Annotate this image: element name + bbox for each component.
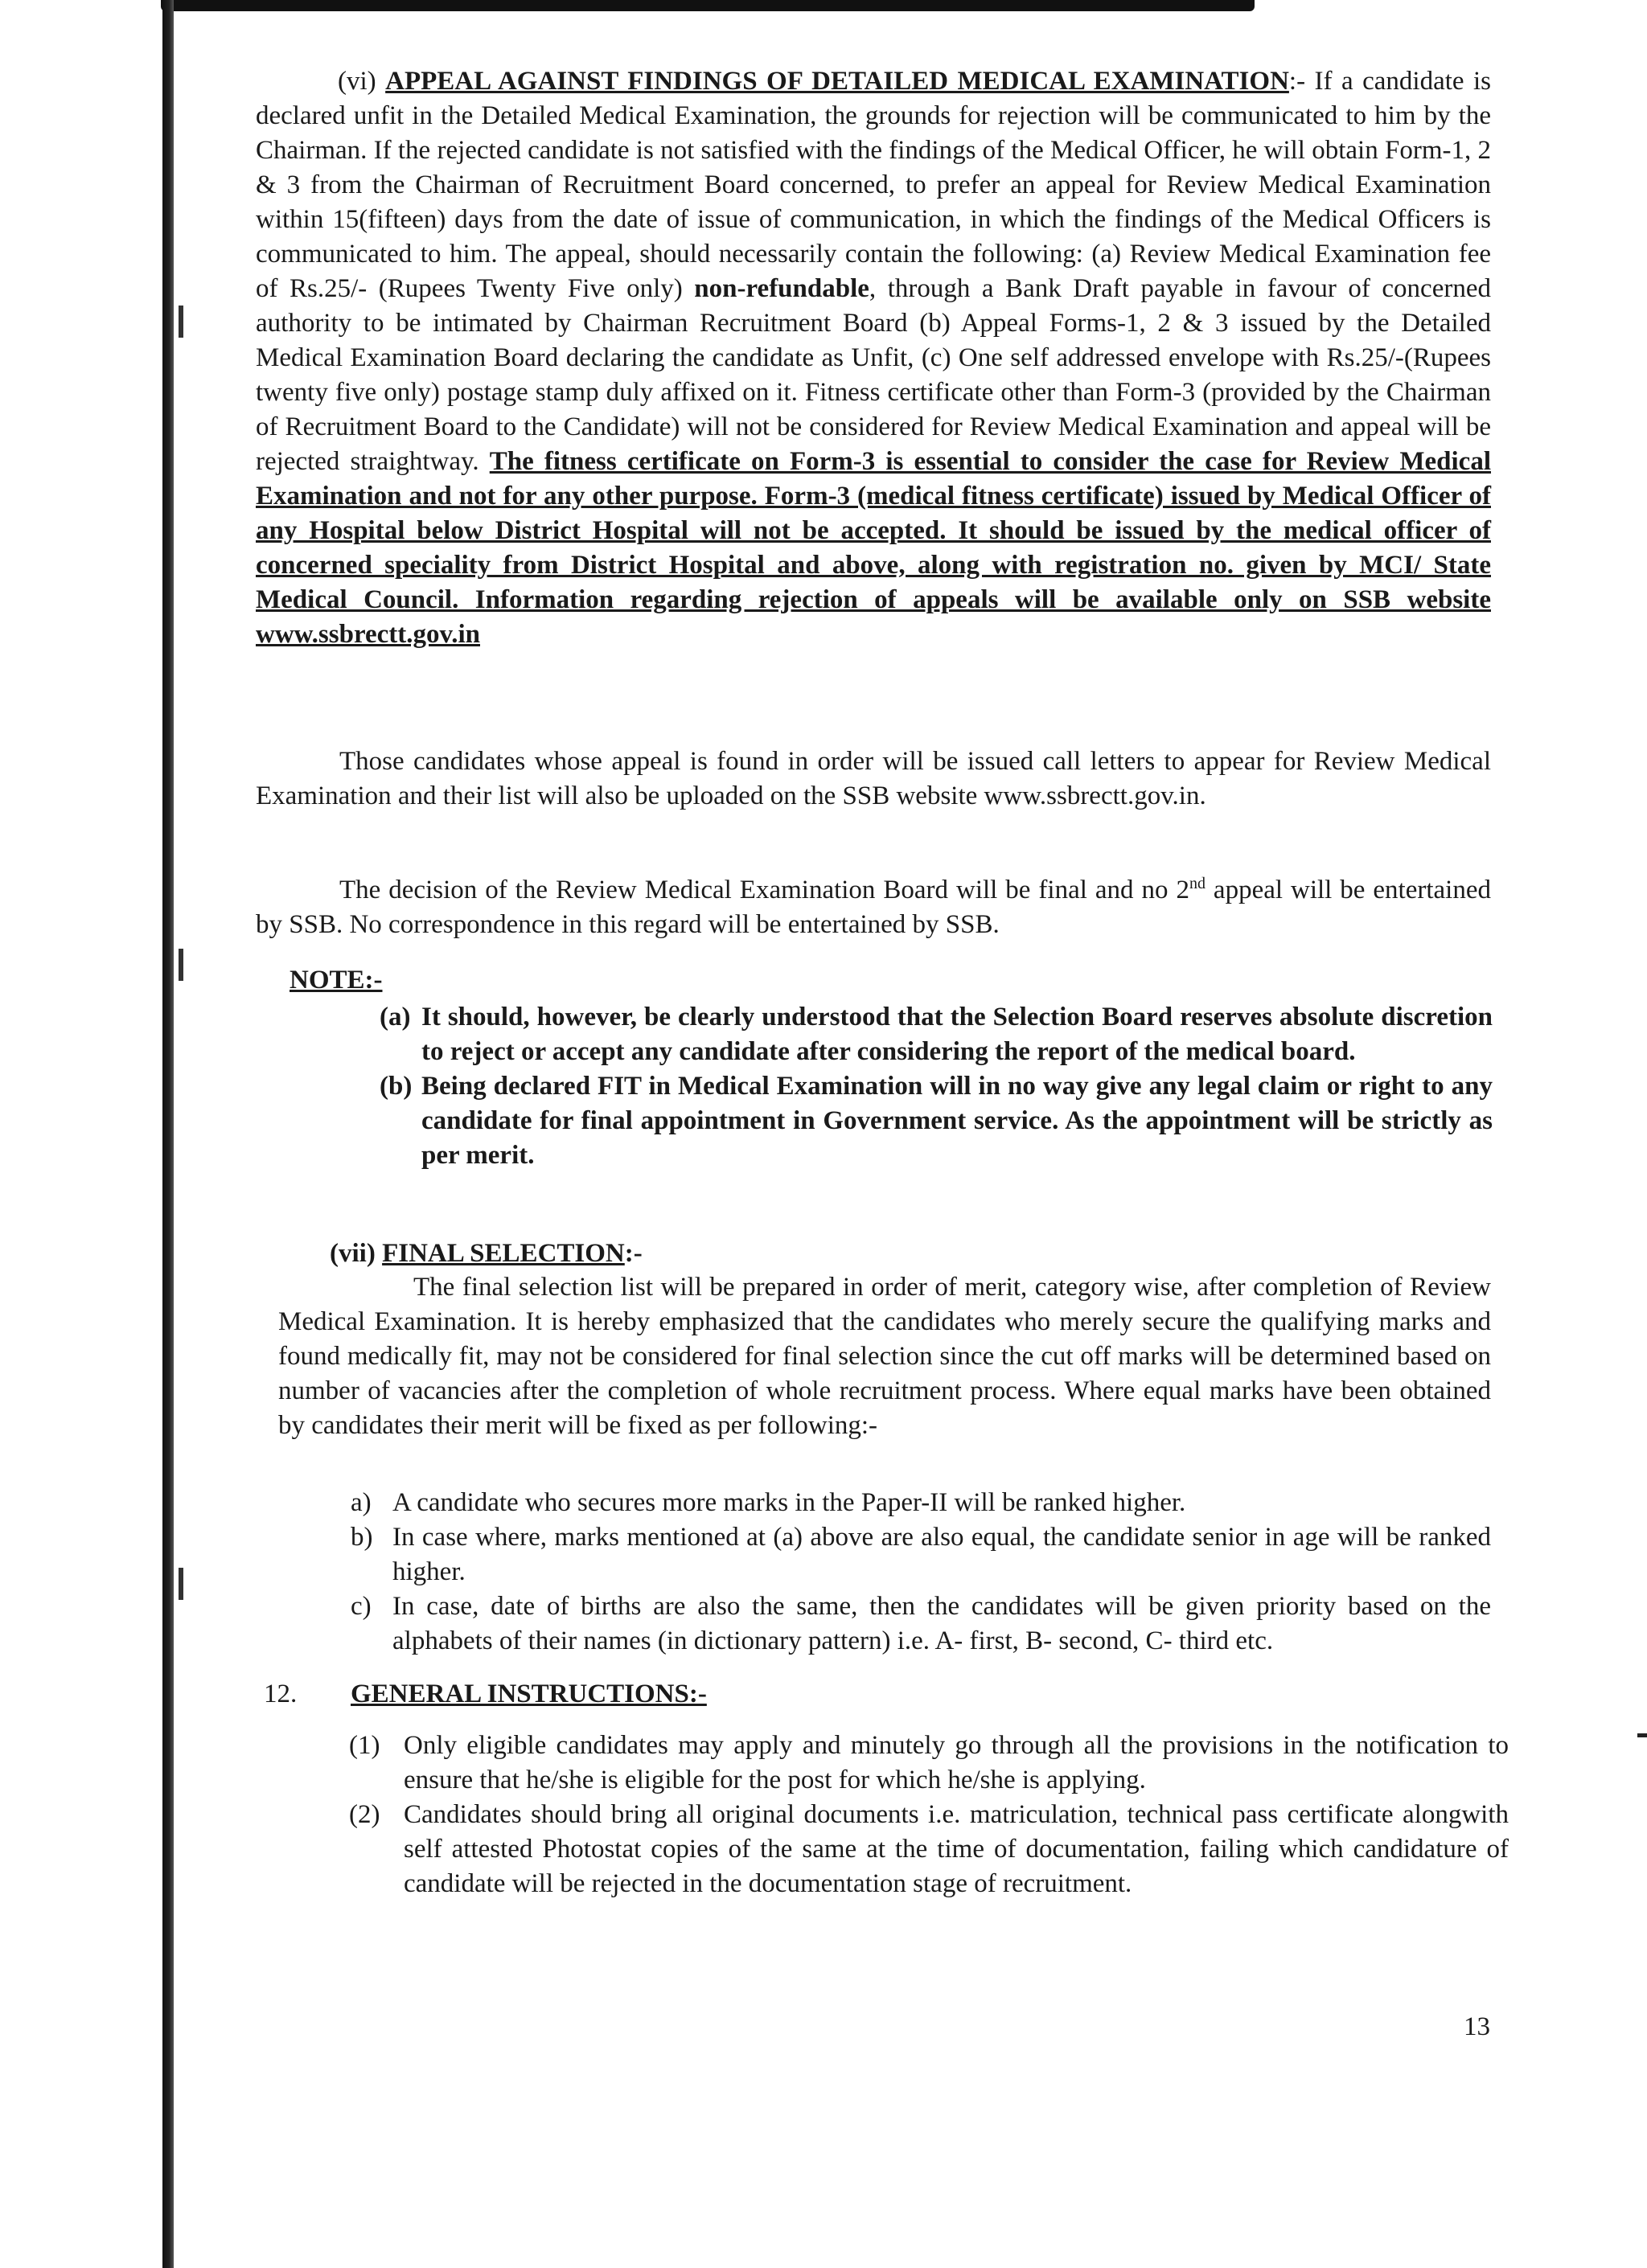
note-heading-label: NOTE:- bbox=[290, 966, 383, 995]
decision-superscript: nd bbox=[1189, 875, 1205, 892]
section-vi-paragraph bbox=[256, 64, 1491, 652]
merit-criteria-text: In case where, marks mentioned at (a) above are also equal, the candidate senior in age will be ranked higher. bbox=[392, 1523, 1491, 1586]
merit-criteria-item bbox=[351, 1520, 1491, 1589]
section-vi-body-1: If a candidate is declared unfit in the Detailed Medical Examination, the grounds for rejection will be communicated to him by the Chairman. If the rejected candidate is not satisfied with the findings of the Medical Officer, he will obtain Form-1, 2 & 3 from the Chairman of Recruitment Board concerned, to prefer an appeal for Review Medical Examination within 15(fifteen) days from the date of issue of communication, in which the findings of the Medical Officers is communicated to him. The appeal, should necessarily contain the following: (a) Review Medical Examination fee of Rs.25/- (Rupees Twenty Five only) bbox=[256, 67, 1492, 303]
section-12-title: GENERAL INSTRUCTIONS:- bbox=[351, 1679, 707, 1708]
section-12-heading bbox=[351, 1677, 707, 1712]
merit-criteria-text: A candidate who secures more marks in the Paper-II will be ranked higher. bbox=[392, 1488, 1186, 1517]
note-list bbox=[380, 1000, 1493, 1173]
merit-criteria-mark: b) bbox=[351, 1523, 373, 1552]
merit-criteria-list bbox=[351, 1486, 1491, 1659]
merit-criteria-text: In case, date of births are also the same, then the candidates will be given priority based on the alphabets of their names (in dictionary pattern) i.e. A- first, B- second, C- third etc. bbox=[392, 1592, 1491, 1655]
section-vii-number: (vii) bbox=[330, 1239, 376, 1268]
merit-criteria-mark: a) bbox=[351, 1488, 372, 1517]
note-item-text: Being declared FIT in Medical Examination will in no way give any legal claim or right to any candidate for final appointment in Government service. As the appointment will be strictly as per merit. bbox=[421, 1072, 1493, 1170]
merit-criteria-item bbox=[351, 1589, 1491, 1659]
section-vi-title: APPEAL AGAINST FINDINGS OF DETAILED MEDICAL EXAMINATION bbox=[385, 67, 1289, 96]
section-vi-number: (vi) bbox=[338, 67, 376, 96]
note-item bbox=[380, 1000, 1493, 1069]
instruction-mark: (1) bbox=[349, 1731, 380, 1760]
merit-criteria-item bbox=[351, 1486, 1491, 1520]
note-item-mark: (b) bbox=[380, 1072, 413, 1101]
section-vi-title-suffix: :- bbox=[1288, 67, 1315, 96]
call-letters-paragraph: Those candidates whose appeal is found in order will be issued call letters to appear for Review Medical Examination and their list will also be uploaded on the SSB website www.ssbrectt.gov.in. bbox=[256, 747, 1491, 810]
section-12-number: 12. bbox=[264, 1679, 298, 1708]
section-vii-title-suffix: :- bbox=[624, 1239, 643, 1268]
general-instructions-list bbox=[349, 1729, 1509, 1901]
decision-paragraph bbox=[256, 873, 1491, 942]
note-heading bbox=[290, 963, 383, 998]
merit-criteria-mark: c) bbox=[351, 1592, 372, 1621]
decision-text-2: appeal will be entertained by SSB. No correspondence in this regard will be entertained by SSB. bbox=[256, 876, 1491, 939]
section-vi-non-refundable: non-refundable bbox=[694, 274, 869, 303]
section-vii-body: The final selection list will be prepared in order of merit, category wise, after completion of Review Medical Examination. It is hereby emphasized that the candidates who merely secure the qualifying marks and found medically fit, may not be considered for final selection since the cut off marks will be determined based on number of vacancies after the completion of whole recruitment process. Where equal marks have been obtained by candidates their merit will be fixed as per following:- bbox=[278, 1273, 1491, 1440]
section-vii-heading bbox=[330, 1237, 643, 1271]
decision-text-1: The decision of the Review Medical Examination Board will be final and no 2 bbox=[339, 876, 1189, 904]
section-vi-body-2: , through a Bank Draft payable in favour of concerned authority to be intimated by Chairman Recruitment Board (b) Appeal Forms-1, 2 & 3 issued by the Detailed Medical Examination Board declaring the candidate as Unfit, (c) One self addressed envelope with Rs.25/-(Rupees twenty five only) postage stamp duly affixed on it. Fitness certificate other than Form-3 (provided by the Chairman of Recruitment Board to the Candidate) will not be considered for Review Medical Examination and appeal will be rejected straightway. bbox=[256, 274, 1491, 476]
instruction-mark: (2) bbox=[349, 1800, 380, 1829]
section-vi-emphasis: The fitness certificate on Form-3 is essential to consider the case for Review Medical Examination and not for any other purpose. Form-3 (medical fitness certificate) issued by Medical Officer of any Hospital below District Hospital will not be accepted. It should be issued by the medical officer of concerned speciality from District Hospital and above, along with registration no. given by MCI/ State Medical Council. Information regarding rejection of appeals will be available only on SSB website www.ssbrectt.gov.in bbox=[256, 447, 1491, 649]
note-item bbox=[380, 1069, 1493, 1173]
instruction-text: Only eligible candidates may apply and minutely go through all the provisions in the notification to ensure that he/she is eligible for the post for which he/she is applying. bbox=[404, 1731, 1509, 1794]
instruction-item bbox=[349, 1729, 1509, 1798]
page-number: 13 bbox=[1464, 2012, 1490, 2041]
section-vii-title: FINAL SELECTION bbox=[382, 1239, 625, 1268]
instruction-item bbox=[349, 1798, 1509, 1901]
instruction-text: Candidates should bring all original documents i.e. matriculation, technical pass certificate alongwith self attested Photostat copies of the same at the time of documentation, failing which candidature of candidate will be rejected in the documentation stage of recruitment. bbox=[404, 1800, 1509, 1898]
note-item-text: It should, however, be clearly understood that the Selection Board reserves absolute discretion to reject or accept any candidate after considering the report of the medical board. bbox=[421, 1003, 1493, 1066]
note-item-mark: (a) bbox=[380, 1003, 411, 1031]
